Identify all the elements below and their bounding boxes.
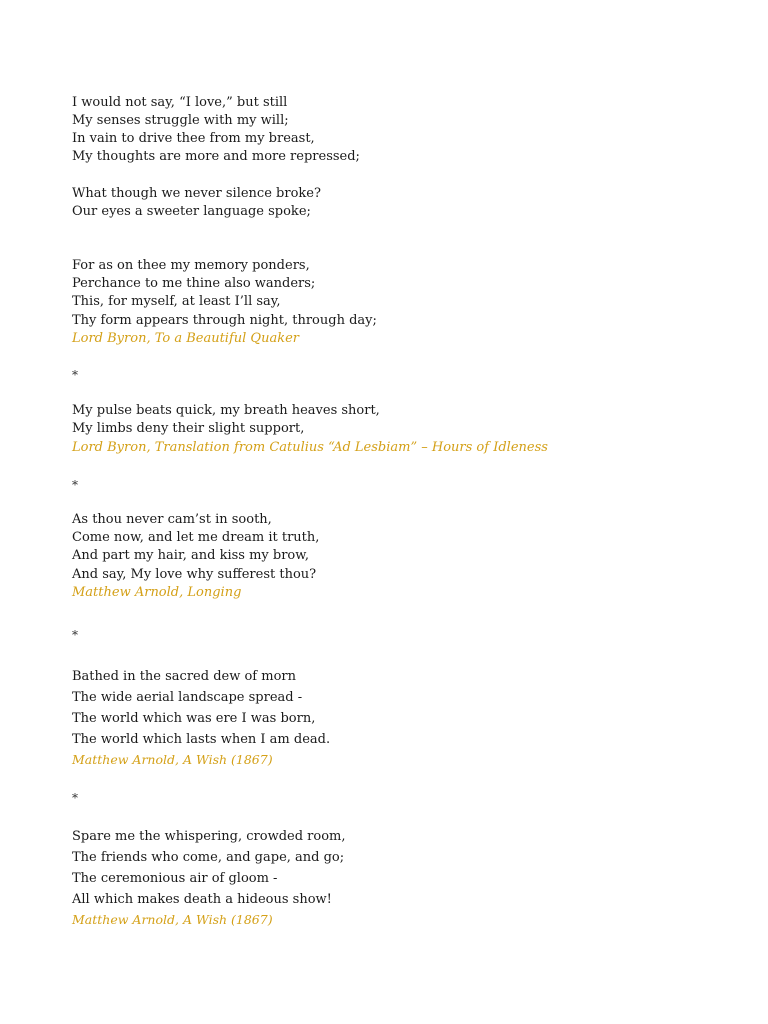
poem-line: Perchance to me thine also wanders; (72, 276, 316, 291)
poem-line: What though we never silence broke? (72, 186, 321, 201)
attribution: Matthew Arnold, A Wish (1867) (72, 752, 273, 767)
section-separator: * (72, 478, 78, 492)
poem-line: I would not say, “I love,” but still (72, 95, 288, 110)
poem-line: My thoughts are more and more repressed; (72, 149, 360, 164)
poem-line: All which makes death a hideous show! (72, 892, 332, 907)
poem-line: Spare me the whispering, crowded room, (72, 829, 346, 844)
poem-line: In vain to drive thee from my breast, (72, 131, 315, 146)
poem-line: And say, My love why sufferest thou? (72, 567, 317, 582)
poem-line: My limbs deny their slight support, (72, 421, 305, 436)
attribution: Matthew Arnold, Longing (72, 585, 242, 600)
poem-line: This, for myself, at least I’ll say, (72, 294, 281, 309)
attribution: Lord Byron, Translation from Catulius “Ad Lesbiam” – Hours of Idleness (72, 440, 548, 455)
poem-line: The world which lasts when I am dead. (72, 732, 331, 747)
attribution: Matthew Arnold, A Wish (1867) (72, 912, 273, 927)
section-separator: * (72, 368, 78, 382)
poem-line: Our eyes a sweeter language spoke; (72, 204, 311, 219)
poem-line: For as on thee my memory ponders, (72, 258, 310, 273)
poem-line: The wide aerial landscape spread - (72, 690, 303, 705)
poem-line: Thy form appears through night, through day; (72, 313, 377, 328)
poem-line: Bathed in the sacred dew of morn (72, 669, 296, 684)
poem-line: As thou never cam’st in sooth, (72, 512, 272, 527)
poem-line: And part my hair, and kiss my brow, (72, 548, 309, 563)
poem-line: The world which was ere I was born, (72, 711, 316, 726)
poem-line: My pulse beats quick, my breath heaves short, (72, 403, 380, 418)
poem-line: The ceremonious air of gloom - (72, 871, 278, 886)
poem-line: Come now, and let me dream it truth, (72, 530, 320, 545)
attribution: Lord Byron, To a Beautiful Quaker (72, 331, 299, 346)
poem-line: The friends who come, and gape, and go; (72, 850, 345, 865)
poem-line: My senses struggle with my will; (72, 113, 289, 128)
section-separator: * (72, 791, 78, 805)
section-separator: * (72, 628, 78, 642)
